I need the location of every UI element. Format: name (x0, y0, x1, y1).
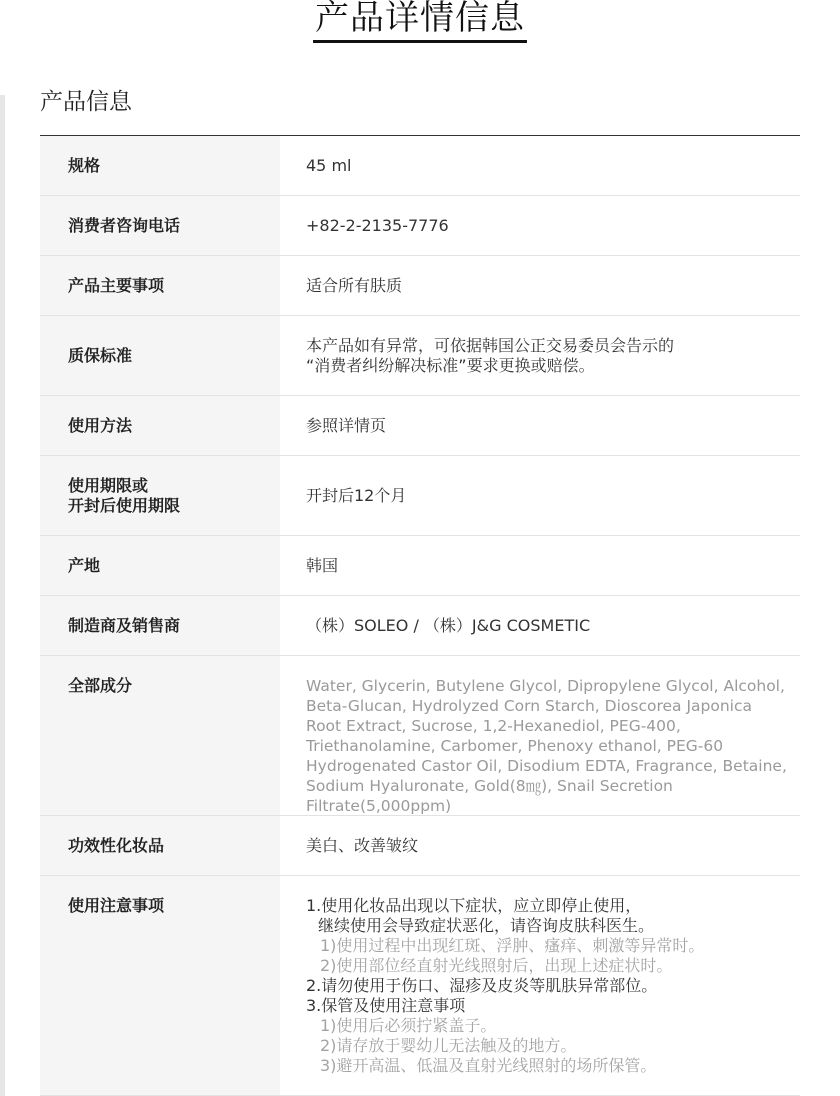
row-label: 使用方法 (40, 396, 280, 455)
precautions-list (306, 896, 704, 1076)
row-label: 规格 (40, 136, 280, 195)
section-title: 产品信息 (40, 89, 132, 115)
phone-value: +82-2-2135-7776 (306, 215, 449, 235)
table-row-manufacturer (40, 596, 800, 656)
row-value (280, 456, 800, 535)
page-title-text: 产品详情信息 (313, 0, 527, 43)
row-value (280, 816, 800, 875)
origin-value: 韩国 (306, 555, 339, 575)
row-label: 功效性化妆品 (40, 816, 280, 875)
row-value (280, 256, 800, 315)
precaution-subline: 1)使用后必须拧紧盖子。 (320, 1016, 497, 1035)
precaution-subline: 2)请存放于婴幼儿无法触及的地方。 (320, 1036, 577, 1055)
usage-value: 参照详情页 (306, 415, 387, 435)
table-row-precautions (40, 876, 800, 1096)
page-title (0, 0, 840, 43)
precaution-line: 继续使用会导致症状恶化，请咨询皮肤科医生。 (318, 916, 655, 935)
table-row-phone (40, 196, 800, 256)
manufacturer-value: （株）SOLEO / （株）J&G COSMETIC (306, 615, 591, 635)
functional-value: 美白、改善皱纹 (306, 835, 419, 855)
product-info-table (40, 135, 800, 1096)
table-row-functional (40, 816, 800, 876)
row-label: 使用期限或 开封后使用期限 (40, 456, 280, 535)
precaution-subline: 3)避开高温、低温及直射光线照射的场所保管。 (320, 1056, 657, 1075)
spec-value: 45 ml (306, 155, 352, 175)
left-border (0, 95, 5, 1096)
table-row-origin (40, 536, 800, 596)
table-row-expiry (40, 456, 800, 536)
ingredients-value: Water, Glycerin, Butylene Glycol, Dipropylene Glycol, Alcohol, Beta-Glucan, Hydrolyzed Corn Starch, Dioscorea Japonica Root Extract, Sucrose, 1,2-Hexanediol, PEG-400, Triethanolamine, Carbomer, Phenoxy ethanol, PEG-60 Hydrogenated Castor Oil, Disodium EDTA, Fragrance, Betaine, Sodium Hyaluronate, Gold(8㎎), Snail Secretion Filtrate(5,000ppm) (306, 677, 787, 815)
table-row-ingredients (40, 656, 800, 816)
row-label: 消费者咨询电话 (40, 196, 280, 255)
row-value (280, 316, 800, 395)
row-value (280, 136, 800, 195)
row-value (280, 876, 800, 1095)
row-label: 产地 (40, 536, 280, 595)
row-label: 质保标准 (40, 316, 280, 395)
row-label: 制造商及销售商 (40, 596, 280, 655)
table-row-spec (40, 136, 800, 196)
row-value (280, 396, 800, 455)
table-row-usage (40, 396, 800, 456)
table-row-warranty (40, 316, 800, 396)
precaution-subline: 2)使用部位经直射光线照射后，出现上述症状时。 (320, 956, 673, 975)
precaution-subline: 1)使用过程中出现红斑、浮肿、瘙痒、刺激等异常时。 (320, 936, 705, 955)
precaution-line: 3.保管及使用注意事项 (306, 996, 466, 1015)
table-row-main-notes (40, 256, 800, 316)
row-label: 产品主要事项 (40, 256, 280, 315)
skin-type-value: 适合所有肤质 (306, 275, 403, 295)
row-value (280, 656, 800, 815)
row-value (280, 536, 800, 595)
row-label: 使用注意事项 (40, 876, 280, 1095)
expiry-value: 开封后12个月 (306, 485, 407, 505)
row-value (280, 596, 800, 655)
warranty-value: 本产品如有异常，可依据韩国公正交易委员会告示的 “消费者纠纷解决标准”要求更换或赔偿。 (306, 335, 675, 375)
row-value (280, 196, 800, 255)
row-label: 全部成分 (40, 656, 280, 815)
precaution-line: 1.使用化妆品出现以下症状，应立即停止使用， (306, 896, 642, 915)
precaution-line: 2.请勿使用于伤口、湿疹及皮炎等肌肤异常部位。 (306, 976, 658, 995)
